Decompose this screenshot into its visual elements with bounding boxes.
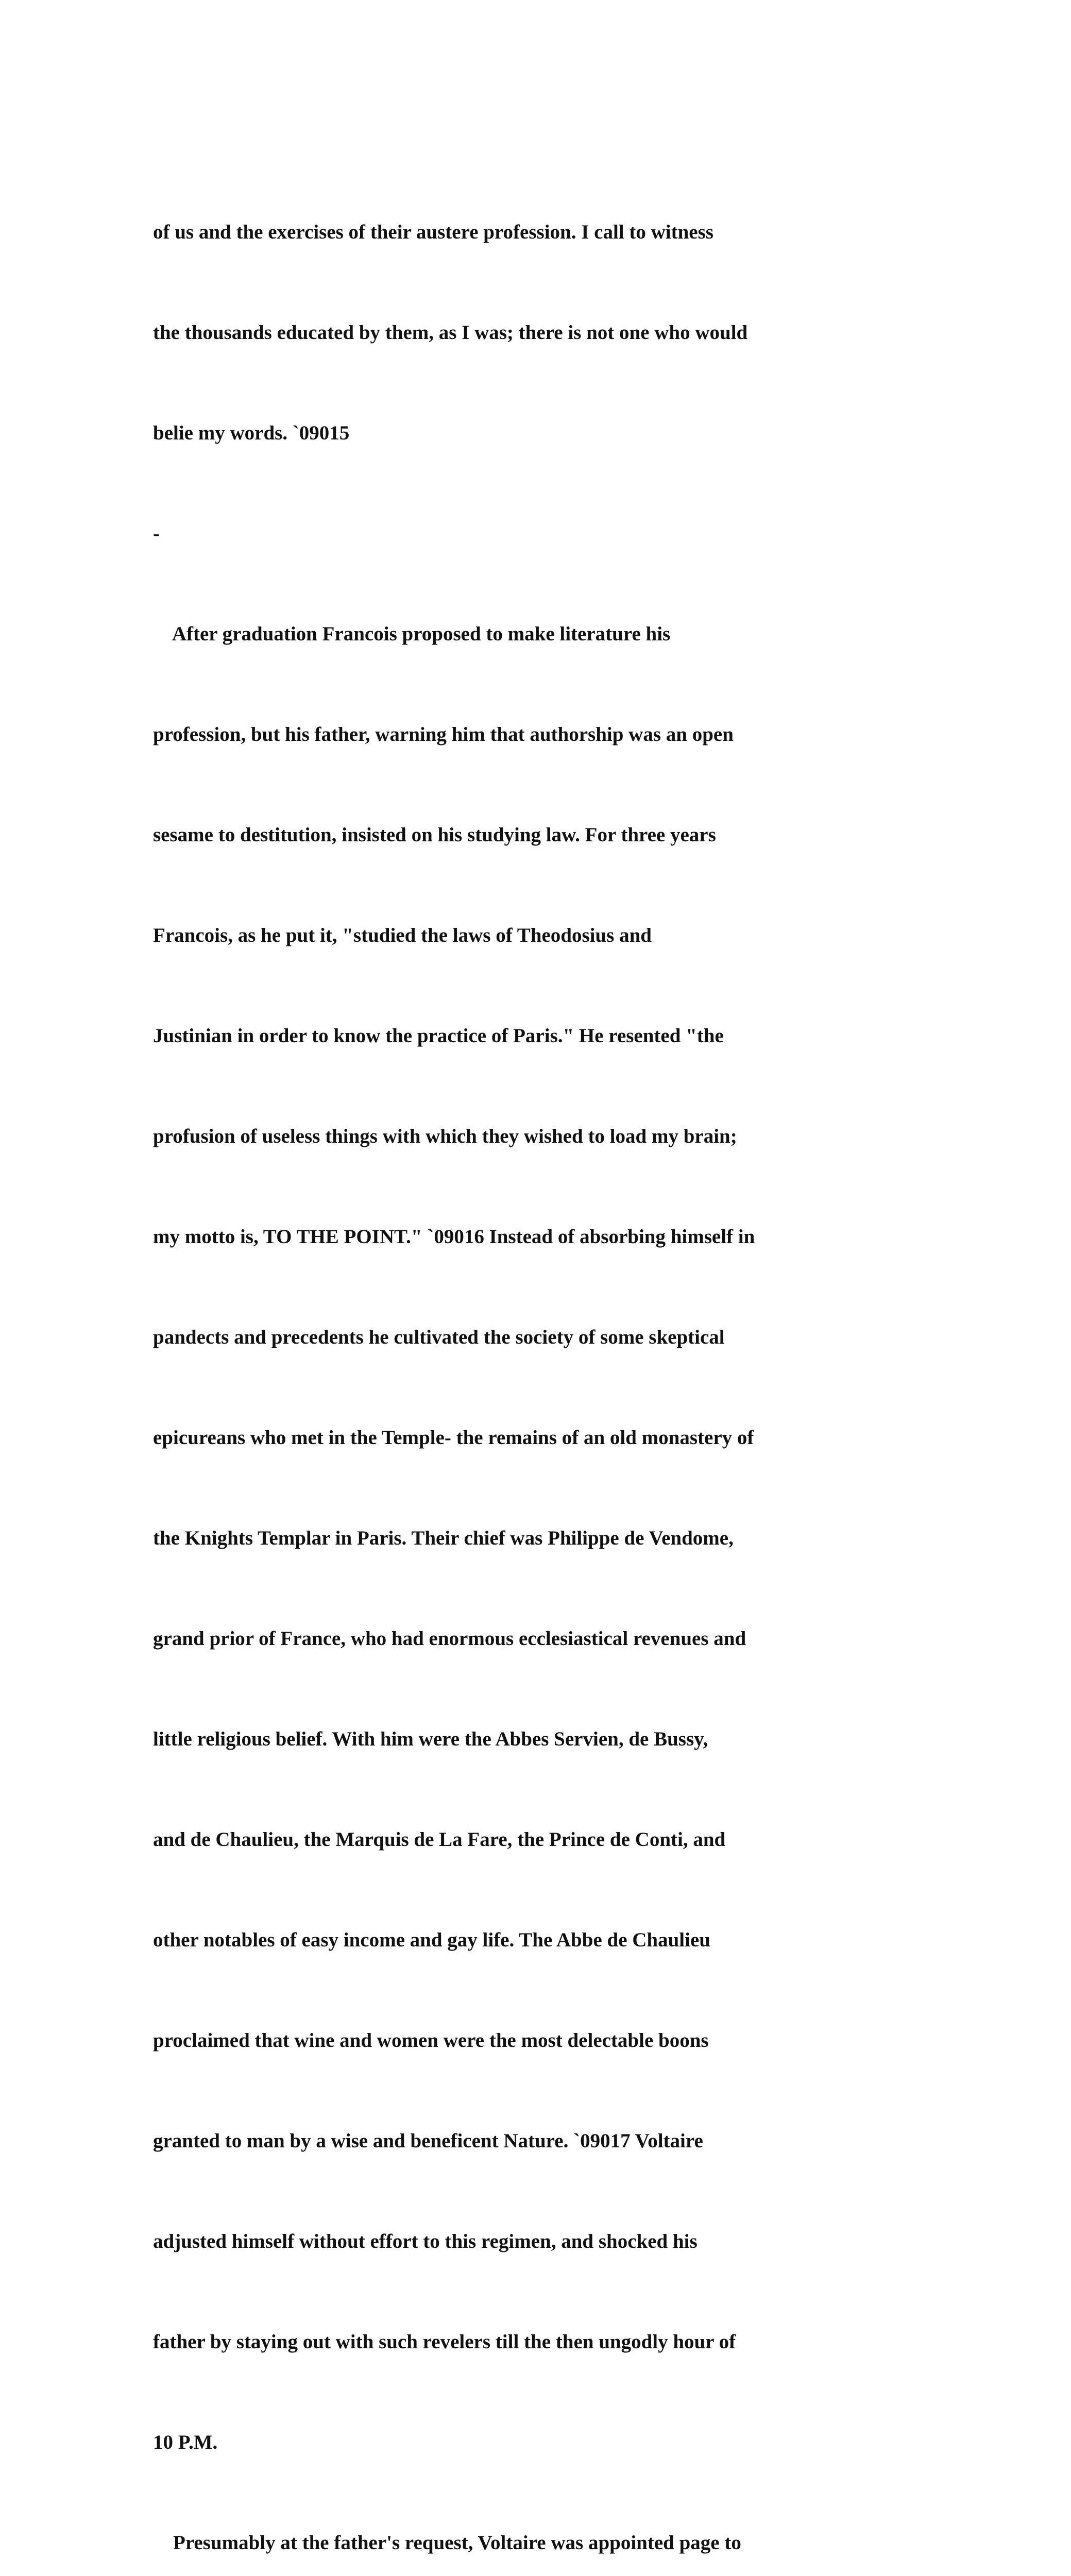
text-line: Justinian in order to know the practice of Paris." He resented "the [153, 1025, 724, 1047]
text-line: sesame to destitution, insisted on his studying law. For three years [153, 824, 716, 846]
text-line: pandects and precedents he cultivated the society of some skeptical [153, 1326, 725, 1348]
text-line: adjusted himself without effort to this regimen, and shocked his [153, 2230, 698, 2252]
text-line: profession, but his father, warning him that authorship was an open [153, 723, 734, 745]
text-line: profusion of useless things with which they wished to load my brain; [153, 1125, 737, 1147]
text-line: of us and the exercises of their austere profession. I call to witness [153, 221, 713, 243]
text-line: 10 P.M. [153, 2431, 218, 2453]
text-line: grand prior of France, who had enormous ecclesiastical revenues and [153, 1628, 746, 1650]
text-line: the thousands educated by them, as I was; there is not one who would [153, 321, 748, 344]
text-line: father by staying out with such revelers till the then ungodly hour of [153, 2331, 736, 2353]
body-text [153, 148, 1039, 2576]
text-line: Francois, as he put it, "studied the laws of Theodosius and [153, 924, 652, 946]
text-line: little religious belief. With him were the Abbes Servien, de Bussy, [153, 1728, 708, 1750]
text-line: granted to man by a wise and beneficent Nature. `09017 Voltaire [153, 2130, 703, 2152]
text-line: Presumably at the father's request, Voltaire was appointed page to [153, 2532, 741, 2554]
text-line: After graduation Francois proposed to make literature his [153, 623, 671, 645]
text-line: belie my words. `09015 [153, 422, 350, 444]
text-line: my motto is, TO THE POINT." `09016 Instead of absorbing himself in [153, 1226, 755, 1248]
text-line: proclaimed that wine and women were the most delectable boons [153, 2029, 709, 2052]
text-line: the Knights Templar in Paris. Their chief was Philippe de Vendome, [153, 1527, 734, 1549]
text-line: other notables of easy income and gay life. The Abbe de Chaulieu [153, 1929, 710, 1951]
text-line: and de Chaulieu, the Marquis de La Fare, the Prince de Conti, and [153, 1828, 726, 1851]
text-line: epicureans who met in the Temple- the remains of an old monastery of [153, 1427, 754, 1449]
text-line: - [153, 522, 160, 545]
